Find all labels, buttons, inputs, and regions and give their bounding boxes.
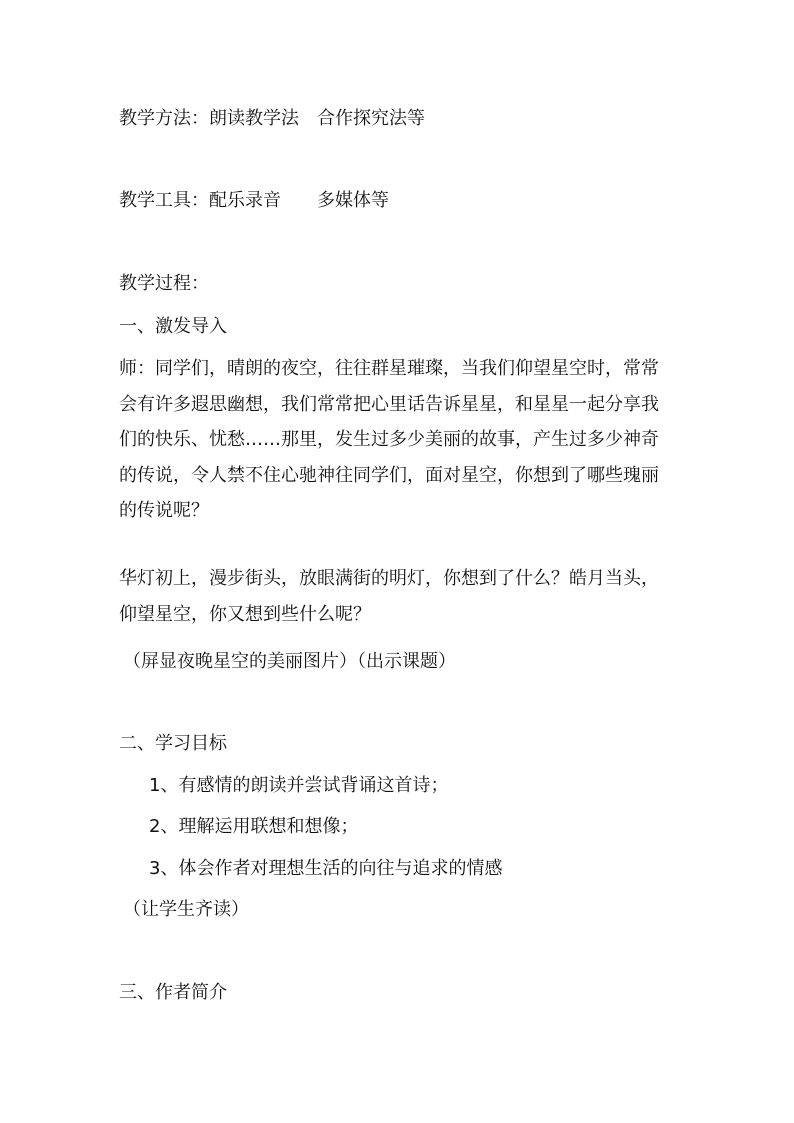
section1-paragraph-2 xyxy=(119,561,687,632)
teaching-process-heading: 教学过程： xyxy=(119,273,209,294)
section1-note: （屏显夜晚星空的美丽图片）（出示课题） xyxy=(123,651,456,672)
learning-goal-2: 2、理解运用联想和想像； xyxy=(149,816,359,837)
section3-title: 三、作者简介 xyxy=(119,982,227,1003)
paragraph-line: 师：同学们，晴朗的夜空，往往群星璀璨，当我们仰望星空时，常常 xyxy=(119,358,659,379)
paragraph-line: 们的快乐、忧愁……那里，发生过多少美丽的故事，产生过多少神奇 xyxy=(119,429,659,450)
paragraph-line: 仰望星空，你又想到些什么呢？ xyxy=(119,603,371,625)
teaching-tools-line: 教学工具：配乐录音 多媒体等 xyxy=(119,190,389,211)
paragraph-line: 华灯初上，漫步街头，放眼满街的明灯，你想到了什么？皓月当头， xyxy=(119,568,659,589)
section2-note: （让学生齐读） xyxy=(123,899,249,920)
teaching-method-line: 教学方法：朗读教学法 合作探究法等 xyxy=(119,108,425,129)
learning-goal-3: 3、体会作者对理想生活的向往与追求的情感 xyxy=(149,858,503,879)
section2-title: 二、学习目标 xyxy=(119,733,227,754)
section1-title: 一、激发导入 xyxy=(119,316,227,337)
section1-paragraph-1 xyxy=(119,351,687,529)
paragraph-line: 的传说，令人禁不住心驰神往同学们，面对星空，你想到了哪些瑰丽 xyxy=(119,464,659,486)
paragraph-line: 的传说呢？ xyxy=(119,500,209,521)
learning-goal-1: 1、有感情的朗读并尝试背诵这首诗； xyxy=(149,775,449,796)
paragraph-line: 会有许多遐思幽想，我们常常把心里话告诉星星，和星星一起分享我 xyxy=(119,393,659,415)
